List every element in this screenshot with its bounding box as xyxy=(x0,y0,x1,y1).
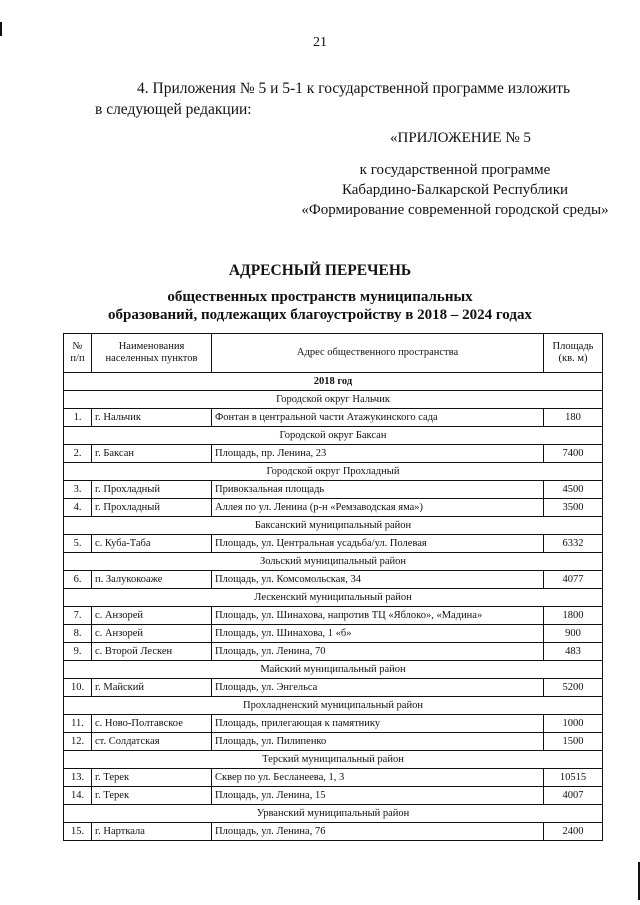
cell-settlement: с. Куба-Таба xyxy=(92,535,212,553)
group-row xyxy=(64,553,603,571)
cell-settlement: с. Анзорей xyxy=(92,625,212,643)
cell-address: Площадь, ул. Ленина, 70 xyxy=(212,643,544,661)
cell-num: 8. xyxy=(64,625,92,643)
group-row xyxy=(64,517,603,535)
cell-num: 11. xyxy=(64,715,92,733)
cell-area: 4500 xyxy=(544,481,603,499)
intro-paragraph xyxy=(95,78,585,120)
table-row xyxy=(64,715,603,733)
cell-address: Площадь, ул. Шинахова, 1 «б» xyxy=(212,625,544,643)
group-name: Урванский муниципальный район xyxy=(64,805,603,823)
cell-area: 4077 xyxy=(544,571,603,589)
header-num: № п/п xyxy=(64,334,92,373)
cell-num: 7. xyxy=(64,607,92,625)
cell-settlement: г. Прохладный xyxy=(92,481,212,499)
group-row xyxy=(64,589,603,607)
table-row xyxy=(64,643,603,661)
cell-address: Площадь, ул. Ленина, 15 xyxy=(212,787,544,805)
intro-line: в следующей редакции: xyxy=(95,101,252,118)
cell-area: 180 xyxy=(544,409,603,427)
group-row xyxy=(64,661,603,679)
group-name: Баксанский муниципальный район xyxy=(64,517,603,535)
cell-address: Площадь, ул. Центральная усадьба/ул. Полевая xyxy=(212,535,544,553)
table-row xyxy=(64,499,603,517)
page-number: 21 xyxy=(313,35,327,50)
document-title: АДРЕСНЫЙ ПЕРЕЧЕНЬ xyxy=(228,262,412,279)
scan-edge-mark xyxy=(0,22,2,36)
group-row xyxy=(64,391,603,409)
cell-address: Площадь, ул. Шинахова, напротив ТЦ «Яблоко», «Мадина» xyxy=(212,607,544,625)
table-row xyxy=(64,823,603,841)
cell-num: 12. xyxy=(64,733,92,751)
header-settlement: Наименования населенных пунктов xyxy=(92,334,212,373)
table-row xyxy=(64,409,603,427)
group-name: Городской округ Нальчик xyxy=(64,391,603,409)
group-name: Зольский муниципальный район xyxy=(64,553,603,571)
cell-area: 3500 xyxy=(544,499,603,517)
table-row xyxy=(64,733,603,751)
table-row xyxy=(64,679,603,697)
group-row xyxy=(64,805,603,823)
cell-address: Фонтан в центральной части Атажукинского сада xyxy=(212,409,544,427)
appendix-title: «ПРИЛОЖЕНИЕ № 5 xyxy=(390,130,531,146)
cell-num: 10. xyxy=(64,679,92,697)
cell-address: Площадь, ул. Пилипенко xyxy=(212,733,544,751)
group-name: Лескенский муниципальный район xyxy=(64,589,603,607)
subtitle-line: общественных пространств муниципальных xyxy=(167,289,473,305)
cell-area: 483 xyxy=(544,643,603,661)
cell-address: Площадь, прилегающая к памятнику xyxy=(212,715,544,733)
address-table xyxy=(63,333,603,841)
appendix-line: к государственной программе xyxy=(359,162,551,178)
year-label: 2018 год xyxy=(64,373,603,391)
table-row xyxy=(64,571,603,589)
cell-num: 1. xyxy=(64,409,92,427)
cell-settlement: г. Терек xyxy=(92,769,212,787)
cell-settlement: п. Залукокоаже xyxy=(92,571,212,589)
cell-settlement: г. Нарткала xyxy=(92,823,212,841)
cell-address: Площадь, пр. Ленина, 23 xyxy=(212,445,544,463)
appendix-line: Кабардино-Балкарской Республики xyxy=(341,182,569,198)
cell-address: Привокзальная площадь xyxy=(212,481,544,499)
group-name: Майский муниципальный район xyxy=(64,661,603,679)
table-row xyxy=(64,445,603,463)
cell-settlement: г. Майский xyxy=(92,679,212,697)
cell-num: 6. xyxy=(64,571,92,589)
cell-settlement: г. Нальчик xyxy=(92,409,212,427)
cell-settlement: с. Второй Лескен xyxy=(92,643,212,661)
appendix-line: «Формирование современной городской среды» xyxy=(301,202,609,218)
table-row xyxy=(64,787,603,805)
subtitle-line: образований, подлежащих благоустройству в 2018 – 2024 годах xyxy=(108,307,532,323)
cell-area: 1500 xyxy=(544,733,603,751)
cell-num: 3. xyxy=(64,481,92,499)
cell-area: 7400 xyxy=(544,445,603,463)
cell-address: Площадь, ул. Комсомольская, 34 xyxy=(212,571,544,589)
header-area: Площадь (кв. м) xyxy=(544,334,603,373)
cell-num: 14. xyxy=(64,787,92,805)
group-row xyxy=(64,751,603,769)
intro-line: 4. Приложения № 5 и 5-1 к государственной программе изложить xyxy=(137,80,571,97)
group-name: Городской округ Прохладный xyxy=(64,463,603,481)
group-row xyxy=(64,697,603,715)
cell-settlement: г. Баксан xyxy=(92,445,212,463)
table-row xyxy=(64,607,603,625)
cell-num: 4. xyxy=(64,499,92,517)
table-row xyxy=(64,625,603,643)
cell-area: 2400 xyxy=(544,823,603,841)
group-name: Прохладненский муниципальный район xyxy=(64,697,603,715)
cell-area: 1800 xyxy=(544,607,603,625)
cell-address: Площадь, ул. Энгельса xyxy=(212,679,544,697)
cell-settlement: г. Прохладный xyxy=(92,499,212,517)
cell-settlement: ст. Солдатская xyxy=(92,733,212,751)
group-name: Терский муниципальный район xyxy=(64,751,603,769)
table-row xyxy=(64,769,603,787)
cell-num: 2. xyxy=(64,445,92,463)
cell-area: 900 xyxy=(544,625,603,643)
group-name: Городской округ Баксан xyxy=(64,427,603,445)
cell-area: 1000 xyxy=(544,715,603,733)
table-row xyxy=(64,481,603,499)
cell-address: Площадь, ул. Ленина, 76 xyxy=(212,823,544,841)
group-row xyxy=(64,427,603,445)
cell-num: 5. xyxy=(64,535,92,553)
cell-area: 4007 xyxy=(544,787,603,805)
cell-address: Аллея по ул. Ленина (р-н «Ремзаводская яма») xyxy=(212,499,544,517)
document-subtitle xyxy=(0,288,640,324)
cell-settlement: г. Терек xyxy=(92,787,212,805)
year-row xyxy=(64,373,603,391)
cell-address: Сквер по ул. Бесланеева, 1, 3 xyxy=(212,769,544,787)
cell-num: 15. xyxy=(64,823,92,841)
group-row xyxy=(64,463,603,481)
cell-settlement: с. Ново-Полтавское xyxy=(92,715,212,733)
cell-area: 10515 xyxy=(544,769,603,787)
cell-area: 5200 xyxy=(544,679,603,697)
table-row xyxy=(64,535,603,553)
table-header-row xyxy=(64,334,603,373)
cell-settlement: с. Анзорей xyxy=(92,607,212,625)
appendix-header xyxy=(290,128,620,220)
header-address: Адрес общественного пространства xyxy=(212,334,544,373)
cell-area: 6332 xyxy=(544,535,603,553)
cell-num: 9. xyxy=(64,643,92,661)
table-body xyxy=(64,373,603,841)
cell-num: 13. xyxy=(64,769,92,787)
